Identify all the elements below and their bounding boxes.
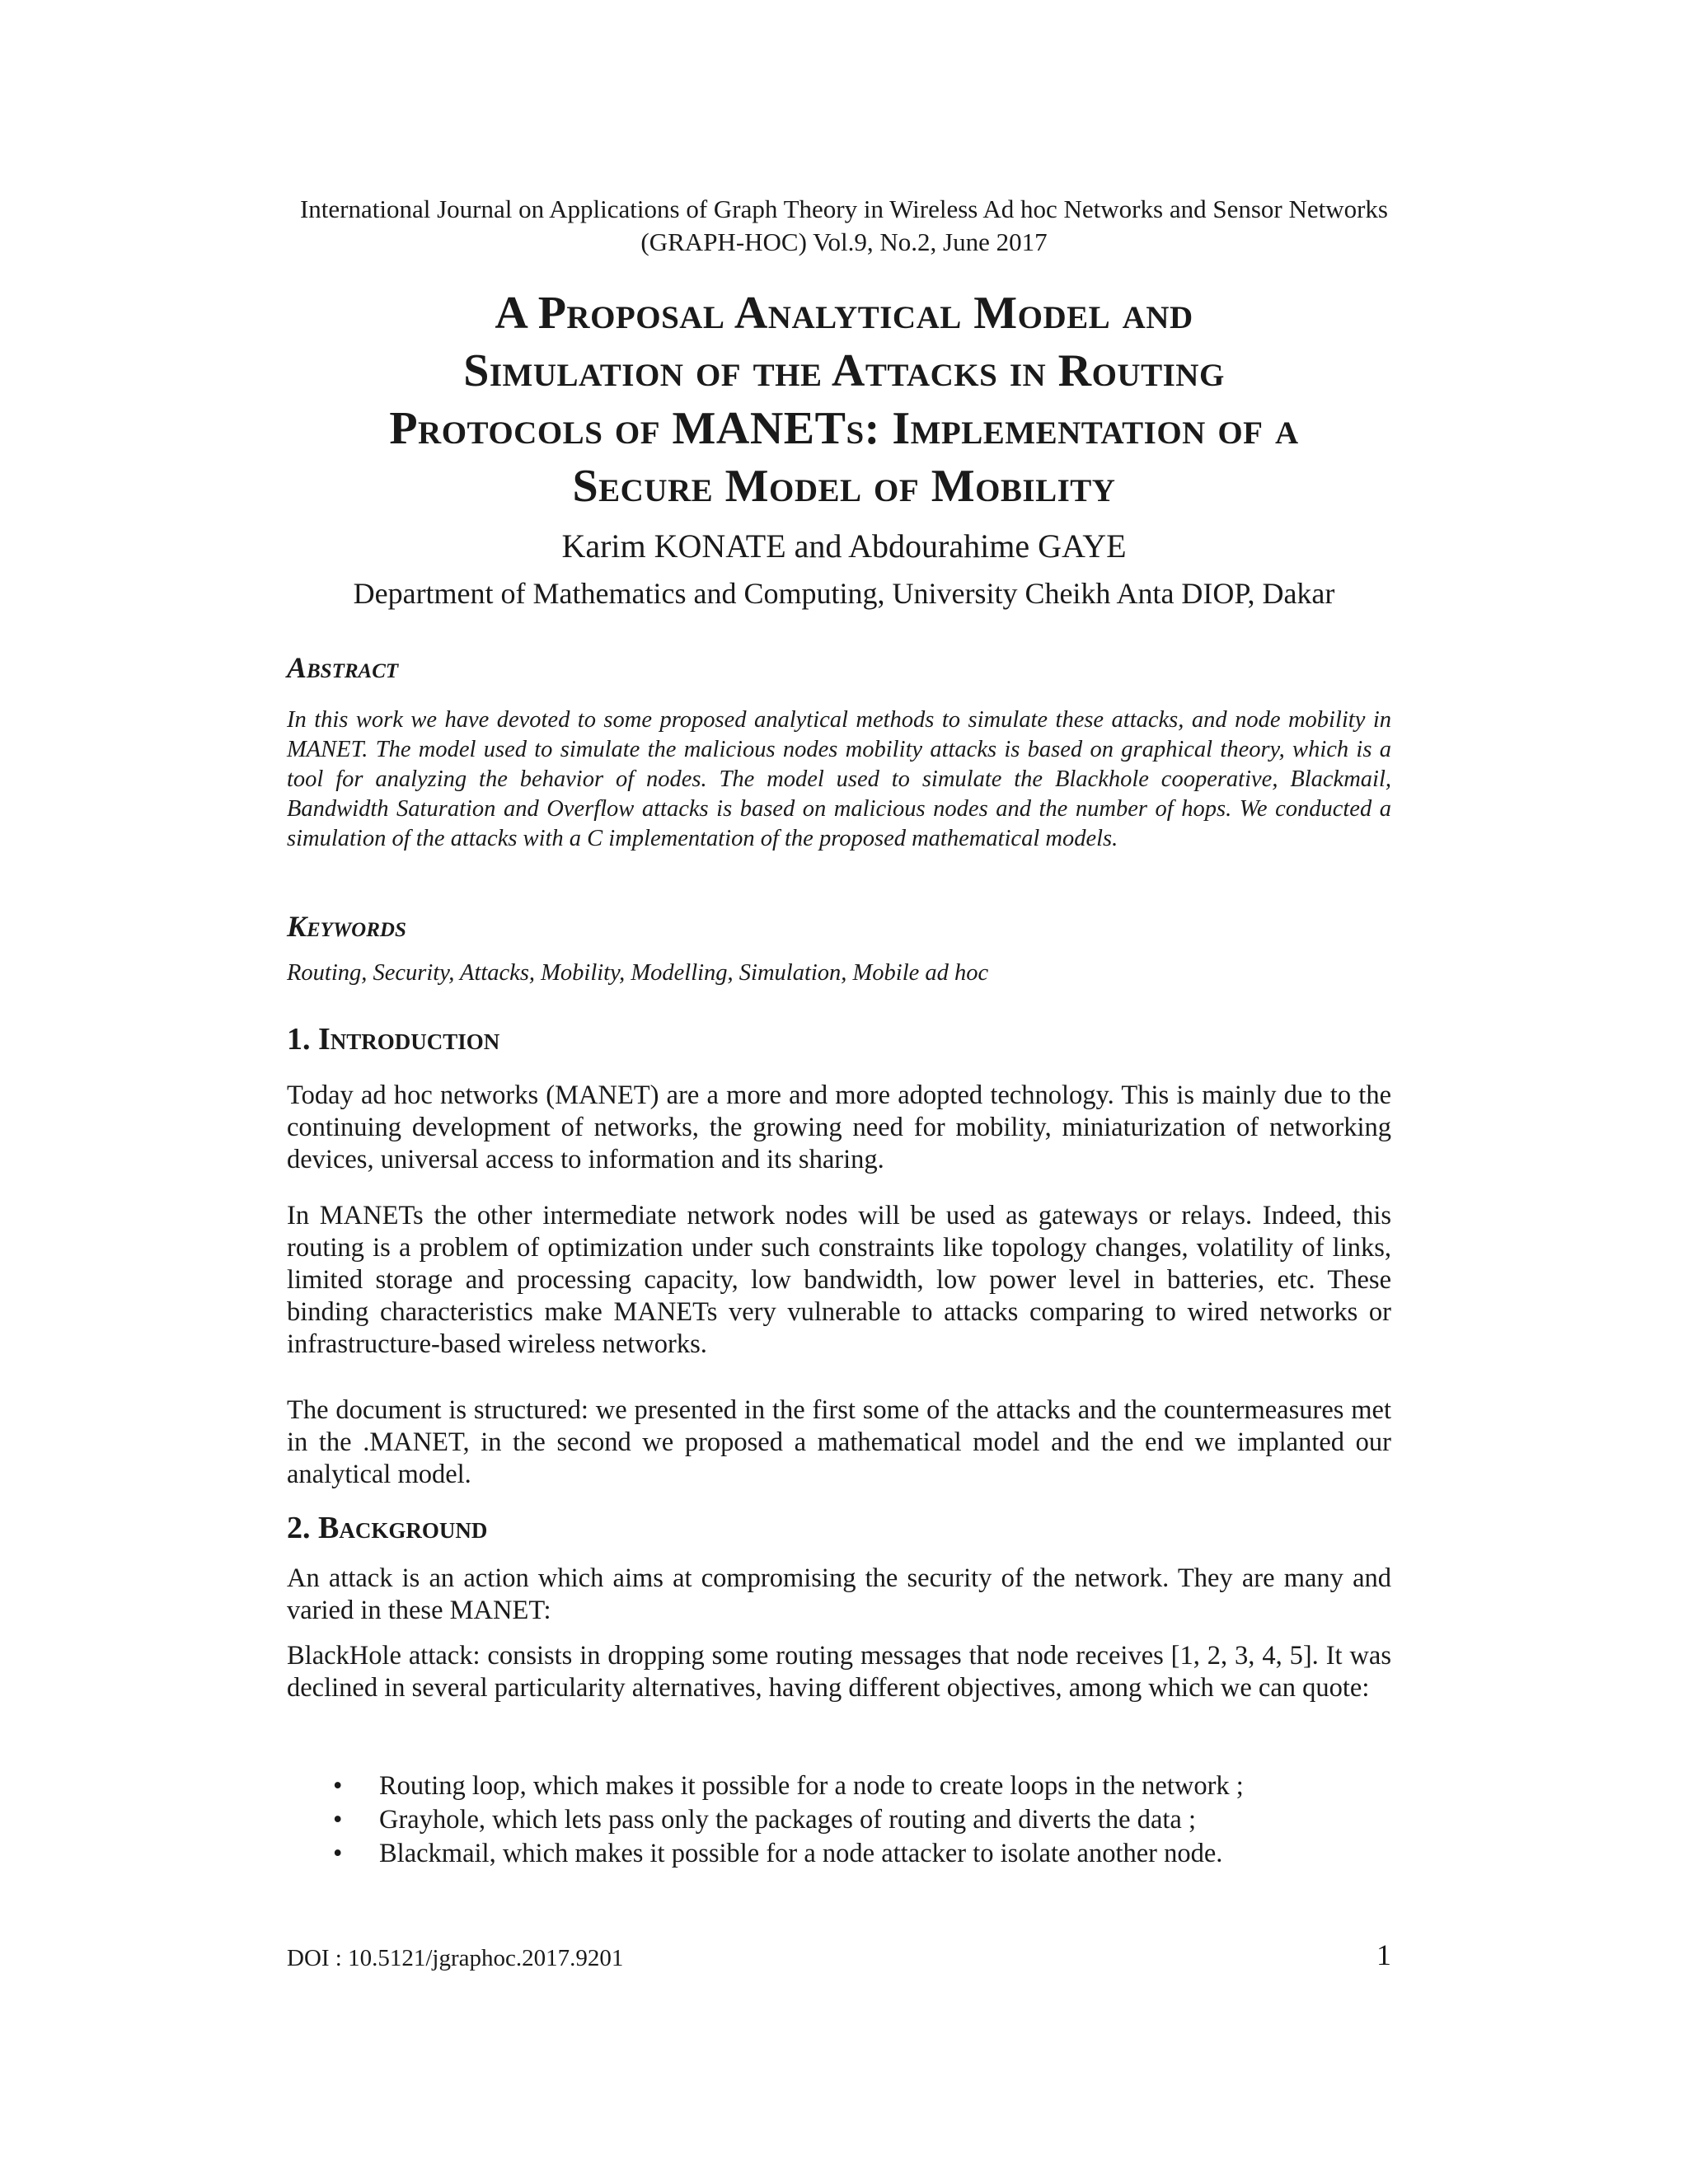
title-line3: Protocols of MANETs: Implementation of a (389, 403, 1299, 454)
bullet-list (287, 1769, 1391, 1871)
list-item (287, 1837, 1391, 1871)
background-paragraph-2: BlackHole attack: consists in dropping some routing messages that node receives [1, 2, 3, 4, 5]. It was declined in several particularity alternatives, having different objectives, among which we can quote: (287, 1641, 1391, 1703)
affiliation: Department of Mathematics and Computing, University Cheikh Anta DIOP, Dakar (353, 577, 1335, 610)
abstract-text: In this work we have devoted to some proposed analytical methods to simulate these attacks, and node mobility in MANET. The model used to simulate the malicious nodes mobility attacks is based on graphical theory, which is a tool for analyzing the behavior of nodes. The model used to simulate the Blackhole cooperative, Blackmail, Bandwidth Saturation and Overflow attacks is based on malicious nodes and the number of hops. We conducted a simulation of the attacks with a C implementation of the proposed mathematical models. (287, 707, 1391, 851)
page-number: 1 (1376, 1938, 1391, 1971)
list-item-text: Grayhole, which lets pass only the packages of routing and diverts the data ; (379, 1805, 1196, 1835)
keywords-text: Routing, Security, Attacks, Mobility, Modelling, Simulation, Mobile ad hoc (287, 960, 989, 986)
background-heading: 2. Background (287, 1511, 488, 1545)
attack-list (287, 1769, 1391, 1871)
background-paragraph-1: An attack is an action which aims at compromising the security of the network. They are many and varied in these MANET: (287, 1563, 1391, 1625)
intro-paragraph-2: In MANETs the other intermediate network nodes will be used as gateways or relays. Indeed, this routing is a problem of optimization under such constraints like topology changes, volatility of links, limited storage and processing capacity, low bandwidth, low power level in batteries, etc. These binding characteristics make MANETs very vulnerable to attacks comparing to wired networks or infrastructure-based wireless networks. (287, 1201, 1391, 1359)
list-item-text: Blackmail, which makes it possible for a node attacker to isolate another node. (379, 1839, 1223, 1868)
intro-paragraph-3: The document is structured: we presented in the first some of the attacks and the countermeasures met in the .MANET, in the second we proposed a mathematical model and the end we implanted our analytical model. (287, 1395, 1391, 1489)
bullet-icon: • (333, 1839, 343, 1868)
journal-header-line1: International Journal on Applications of Graph Theory in Wireless Ad hoc Networks and Sensor Networks (299, 194, 1388, 223)
list-item-text: Routing loop, which makes it possible for a node to create loops in the network ; (379, 1771, 1244, 1801)
intro-paragraph-1: Today ad hoc networks (MANET) are a more and more adopted technology. This is mainly due to the continuing development of networks, the growing need for mobility, miniaturization of networking devices, universal access to information and its sharing. (287, 1080, 1391, 1174)
journal-header (280, 193, 1408, 259)
abstract-label (287, 649, 1391, 686)
title-line2: Simulation of the Attacks in Routing (463, 345, 1225, 396)
bullet-icon: • (333, 1771, 343, 1801)
doi-footer: DOI : 10.5121/jgraphoc.2017.9201 (287, 1945, 624, 1971)
list-item (287, 1769, 1391, 1803)
keywords-label (287, 908, 1391, 944)
journal-header-line2: (GRAPH-HOC) Vol.9, No.2, June 2017 (640, 227, 1048, 256)
bullet-icon: • (333, 1805, 343, 1835)
keywords-heading: Keywords (287, 910, 406, 943)
authors: Karim KONATE and Abdourahime GAYE (561, 527, 1127, 565)
title-line4: Secure Model of Mobility (572, 461, 1116, 512)
intro-heading: 1. Introduction (287, 1022, 500, 1057)
list-item (287, 1803, 1391, 1837)
paper-title (247, 284, 1441, 515)
title-line1: A Proposal Analytical Model and (495, 288, 1193, 339)
abstract-heading: Abstract (287, 651, 399, 684)
